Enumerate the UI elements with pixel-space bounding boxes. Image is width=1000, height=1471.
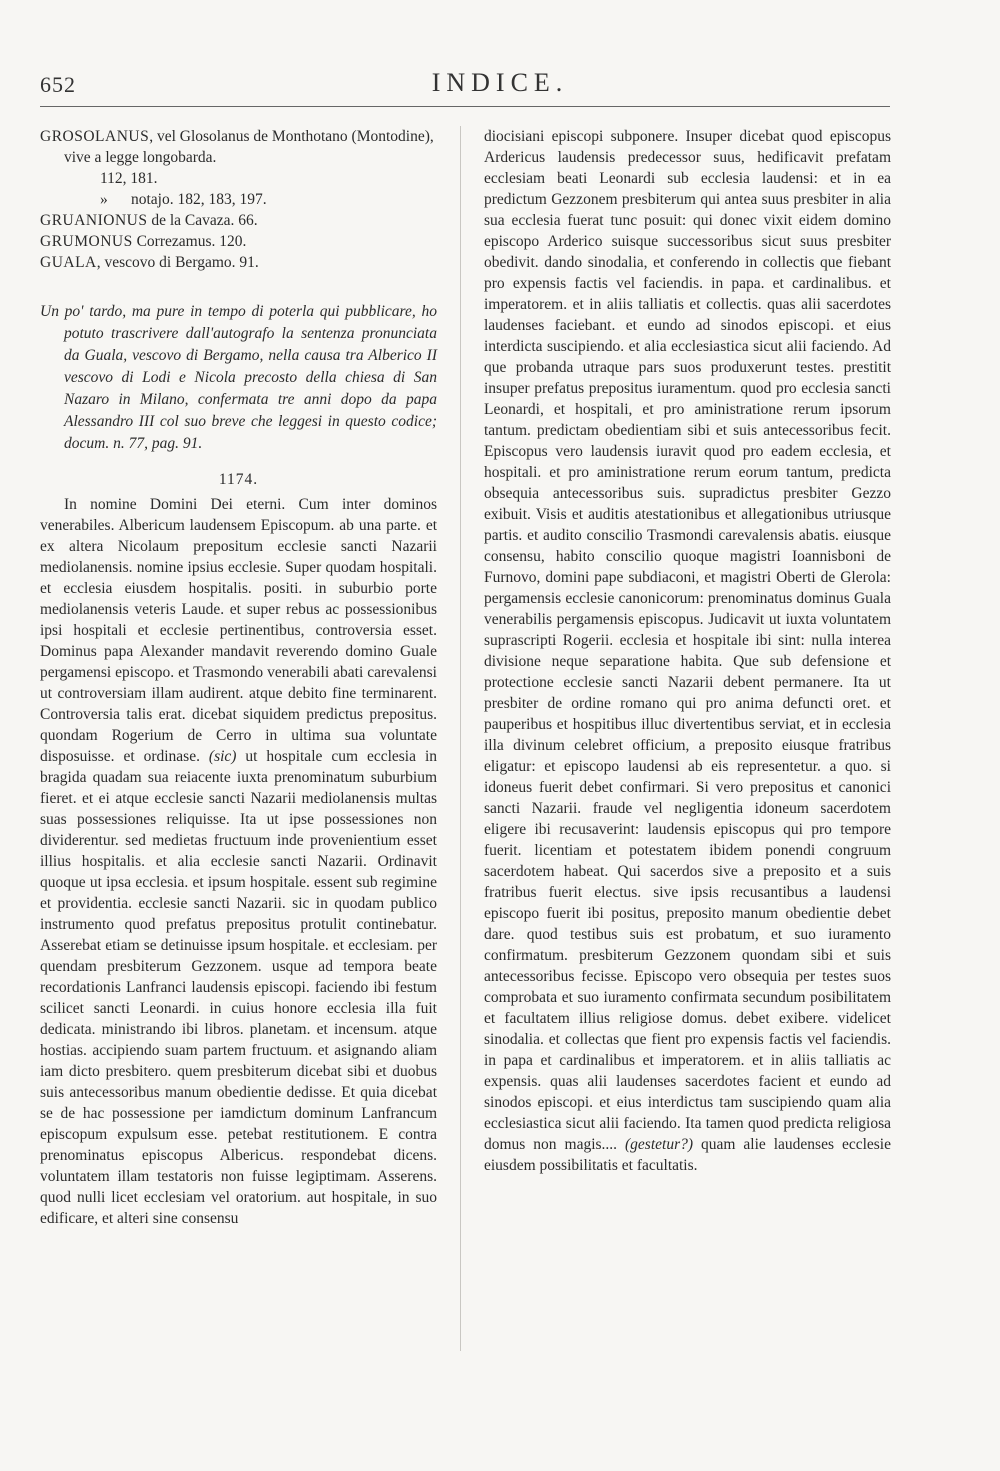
gestetur-mark: (gestetur?) [625,1136,694,1153]
index-entry-guala [40,252,437,273]
entry-text: de la Cavaza. 66. [147,212,258,229]
ditto-mark: » [100,191,108,208]
entry-text: , vescovo di Bergamo. 91. [96,254,259,271]
index-entry-gruanionus [40,210,437,231]
entry-text: , vel Glosolanus de Monthotano (Montodine), vive a legge longobarda. [64,128,434,166]
entry-headword: GRUANIONUS [40,212,148,229]
left-column [40,126,437,1229]
document-body-left [40,494,437,1229]
entry-headword: GUALA [40,254,97,271]
entry-headword: GROSOLANUS [40,128,150,145]
index-entry-ditto [100,189,437,210]
entry-headword: GRUMONUS [40,233,133,250]
document-body-right [484,126,891,1176]
index-entry-grosolanus [40,126,437,168]
document-text: diocisiani episcopi subponere. Insuper dicebat quod episcopus Ardericus laudensis predecessor suus, hedificavit prefatam ecclesiam beati Leonardi sub ecclesia laudensi: et in ea predictum Gezzonem presbiterum qui antea suus presbiter in alia sua ecclesia fuerat tunc posuit: qui donec vixit eidem domino episcopo Arderico suisque successoribus sicut suus presbiter obedivit. dando sinodalia, et conferendo in collectis que fiebant pro expensis factis vel faciendis. in papa. et cardinalibus. et imperatorem. et in aliis talliatis et collectis. quas alii sacerdotes laudenses faciebant. et eundo ad sinodos episcopi. et eius interdicta suscipiendo. et alia ecclesiastica sicut alii faciendo. Ad que probanda utraque pars suos produxerunt testes. prestitit insuper prefatus prepositus iuramentum. quod pro ecclesia sancti Leonardi, et hospitali, et pro aministratione rerum ipsorum tantum. predictam obedientiam sibi et suis antecessoribus fecit. Episcopus vero laudensis iuravit quod pro eadem ecclesia, et hospitali. et pro aministratione rerum eorum tantum, predicta obsequia antecessoribus suis. supradictus presbiter Gezzo exibuit. Visis et auditis atestationibus et allegationibus utriusque partis. et audito conscilio Trasmondi carevalensis abatis. eiusque consensu, habito conscilio quoque magistri Ioannisboni de Furnovo, domini pape subdiaconi, et magistri Oberti de Glerola: pergamensis ecclesie canonicorum: prenominatus dominus Guala venerabilis pergamensis episcopus. Judicavit ut iuxta voluntatem suprascripti Rogerii. ecclesia et hospitale ibi sint: nulla interea divisione neque separatione habita. Que sub defensione et protectione ecclesie sancti Nazarii debent permanere. Ita ut presbiter de ordine romano qui pro anima defuncti oret. et pauperibus et hospitibus illuc divertentibus serviat, et in ecclesia illa divinum celebret officium, a preposito eiusque fratribus eligatur: et episcopo laudensi ab eis representetur. a quo. si idoneus fuerit debet confirmari. Si vero prepositus et canonici sancti Nazarii. fraude vel negligentia idoneum sacerdotem eligere ibi recusaverint: laudensis episcopus qui pro tempore fuerit. licentiam et potestatem ibidem ponendi congruum sacerdotem habeat. Qui sacerdos sive a preposito et a suis fratribus fuerit electus. sive ipsis recusantibus a laudensi episcopo fuerit ibi positus, preposito manum obedientie debet dare. quod testibus suis est probatum, et suo iuramento confirmatum. presbiterum Gezzonem quondam sibi et suis antecessoribus fecisse. Episcopo vero obsequia per testes suos comprobata et suo iuramento confirmata secundum posibilitatem et facultatem illius religiose domus. debet exibere. videlicet sinodalia. et collectas que fient pro expensis factis vel faciendis. in papa et cardinalibus et imperatorem. et in aliis talliatis ac expensis. quas alii laudenses sacerdotes facient et eundo ad sinodos episcopi. et eius interdictus tam suscipiendo quam alia ecclesiastica sicut alii faciendo. Ita tamen quod predicta religiosa domus non magis.... [484,128,891,1153]
entry-text: Correzamus. 120. [132,233,247,250]
sic-mark: (sic) [208,748,237,765]
document-text-end: quam alie laudenses ecclesie eiusdem possibilitatis et facultatis. [484,1136,891,1174]
document-year: 1174. [218,471,259,488]
index-entry-grumonus [40,231,437,252]
index-entry-refs: 112, 181. [100,170,158,187]
page-number: 652 [40,72,76,97]
column-divider [460,126,461,1351]
running-head: INDICE. [431,68,569,97]
entry-text: notajo. 182, 183, 197. [131,191,267,208]
right-column [484,126,891,1176]
header-rule [40,106,890,107]
editor-note: Un po' tardo, ma pure in tempo di poterla qui pubblicare, ho potuto trascrivere dall'autografo la sentenza pronunciata da Guala, vescovo di Bergamo, nella causa tra Alberico II vescovo di Lodi e Nicola precosto della chiesa di San Nazaro in Milano, confermata tre anni dopo da papa Alessandro III col suo breve che leggesi in questo codice; docum. n. 77, pag. 91. [40,303,437,452]
document-text: In nomine Domini Dei eterni. Cum inter dominos venerabiles. Albericum laudensem Episcopum. ab una parte. et ex altera Nicolaum prepositum ecclesie sancti Nazarii mediolanensis. nomine ipsius ecclesie. Super quodam hospitali. et ecclesia eiusdem hospitalis. positi. in suburbio porte mediolanensis veteris Laude. et super rebus ac possessionibus ipsi hospitali et ecclesie pertinentibus, controversia esset. Dominus papa Alexander mandavit reverendo domino Guale pergamensi episcopo. et Trasmondo venerabili abati carevalensi ut controversiam illam audirent. atque debito fine terminarent. Controversia talis erat. dicebat siquidem predictus prepositus. quondam Rogerium de Cerro in ultima sua voluntate disposuisse. et ordinase. [40,496,437,765]
document-text-cont: ut hospitale cum ecclesia in bragida quadam sua reiacente iuxta prenominatum suburbium fieret. et ei atque ecclesie sancti Nazarii mediolanensis multas suas possessiones reliquisse. Ita ut ipse possessiones non dividerentur. sed medietas fructuum inde provenientium esset illius hospitalis. et alia ecclesie sancti Nazarii. Ordinavit quoque ut ipsa ecclesia. et ipsum hospitale. essent sub regimine et providentia. ecclesie sancti Nazarii. sic in quodam publico instrumento quod prefatus prepositus protulit continebatur. Asserebat etiam se detinuisse ipsum hospitale. et ecclesiam. per quendam presbiterum Gezzonem. usque ad tempora beate recordationis Lanfranci laudensis episcopi. faciendo ibi festum scilicet sancti Leonardi. in cuius honore ecclesia illa fuit dedicata. ministrando ibi libros. planetam. et incensum. atque hostias. accipiendo suam partem fructuum. et asignando aliam iam dicto presbitero. quem presbiterum dicebat sibi et duobus suis antecessoribus manum obedientie dedisse. Et quia dicebat se de hac possessione per iamdictum dominum Lanfrancum episcopum expulsum esse. petebat restitutionem. E contra prenominatus episcopus Albericus. respondebat dicens. voluntatem illam testatoris non fuisse legiptimam. Asserens. quod nulli licet ecclesiam vel oratorium. aut hospitale, in suo edificare, et alteri sine consensu [40,748,437,1227]
